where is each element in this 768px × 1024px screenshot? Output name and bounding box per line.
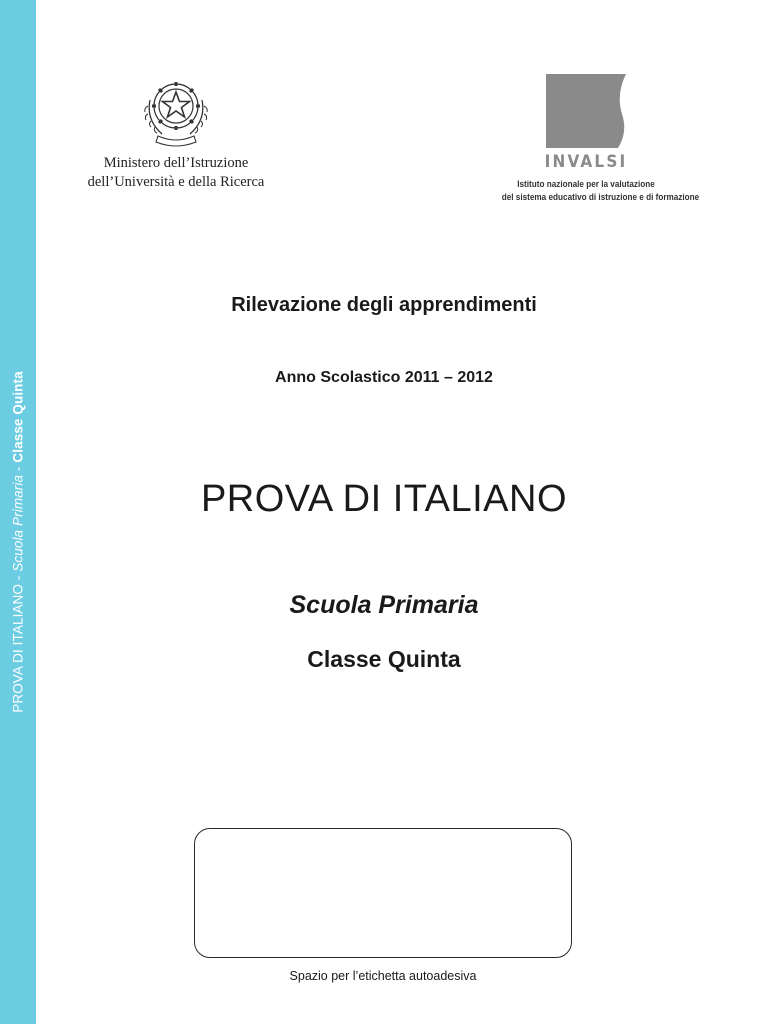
invalsi-name: INVALSI [544,152,628,172]
invalsi-subtitle-line-1: Istituto nazionale per la valutazione [517,179,655,190]
side-band [0,0,36,1024]
side-text-separator: - [10,462,26,475]
class-level: Classe Quinta [307,646,461,672]
school-level: Scuola Primaria [289,591,479,619]
invalsi-flag-icon [544,72,628,150]
ministry-name [78,154,274,192]
side-text-school: Scuola Primaria [10,474,26,572]
survey-title: Rilevazione degli apprendimenti [231,294,537,316]
side-text-test: PROVA DI ITALIANO - [10,571,26,713]
italian-republic-emblem-icon [136,70,216,152]
ministry-line-1: Ministero dell’Istruzione [103,155,249,171]
sticker-label-box [194,828,572,958]
sticker-label-caption: Spazio per l’etichetta autoadesiva [289,969,477,983]
invalsi-logo [488,72,700,204]
invalsi-subtitle [501,178,700,204]
school-year: Anno Scolastico 2011 – 2012 [275,369,493,386]
ministry-logo [78,70,274,192]
page-title: PROVA DI ITALIANO [200,478,568,520]
invalsi-subtitle-line-2: del sistema educativo di istruzione e di formazione [501,192,700,203]
side-band-text [11,371,26,712]
side-text-class: Classe Quinta [10,371,26,463]
ministry-line-2: dell’Università e della Ricerca [87,174,265,190]
